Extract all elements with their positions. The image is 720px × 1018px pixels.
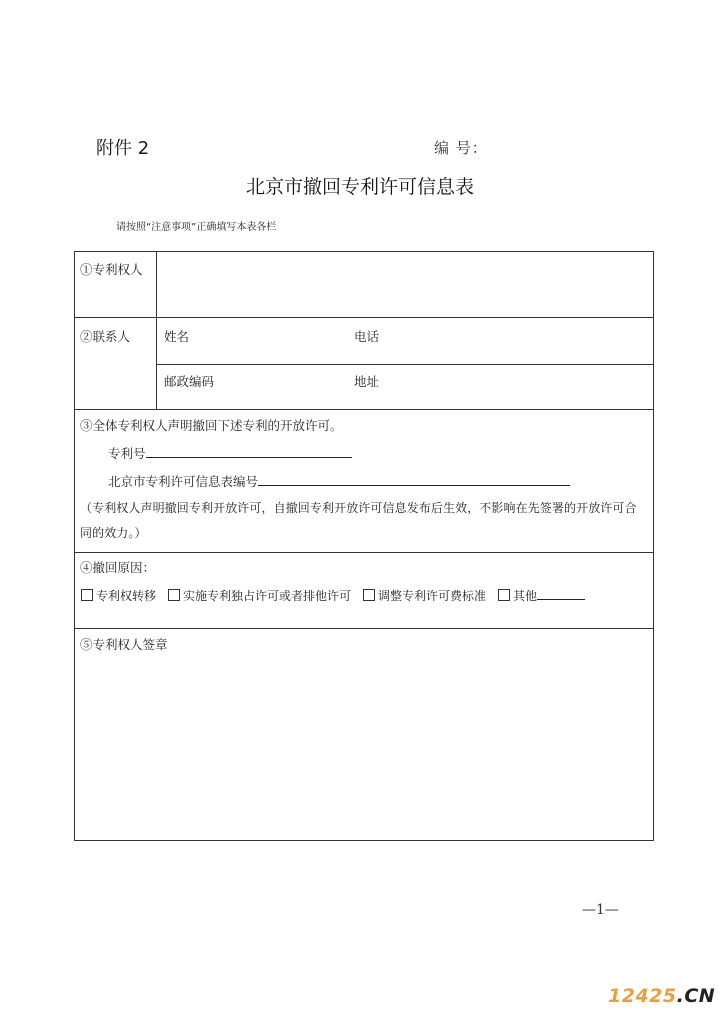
patent-number-field[interactable] <box>146 444 352 458</box>
contact-label: ②联系人 <box>80 329 131 344</box>
option-fee-adjust[interactable]: 调整专利许可费标准 <box>363 587 486 604</box>
patentee-label: ①专利权人 <box>80 262 143 277</box>
row-divider <box>156 364 653 365</box>
row-divider <box>75 628 653 629</box>
row-divider <box>75 317 653 318</box>
option-exclusive-license[interactable]: 实施专利独占许可或者排他许可 <box>168 587 351 604</box>
postcode-label: 邮政编码 <box>164 374 215 389</box>
checkbox-icon[interactable] <box>498 589 510 601</box>
checkbox-icon[interactable] <box>363 589 375 601</box>
attachment-label: 附件 2 <box>96 138 150 159</box>
phone-label: 电话 <box>354 329 380 344</box>
effect-note: （专利权人声明撤回专利开放许可，自撤回专利开放许可信息发布后生效，不影响在先签署的开放许可合同的效力。） <box>80 501 637 540</box>
site-watermark: 12425.CN <box>608 985 716 1007</box>
signature-label: ⑤专利权人签章 <box>80 637 168 652</box>
number-label: 编 号： <box>434 139 488 157</box>
withdrawal-statement: ③全体专利权人声明撤回下述专利的开放许可。 <box>80 418 343 433</box>
address-label: 地址 <box>354 374 380 389</box>
checkbox-icon[interactable] <box>81 589 93 601</box>
column-divider <box>156 252 157 409</box>
fill-instruction: 请按照“注意事项”正确填写本表各栏 <box>116 222 277 233</box>
info-number-field[interactable] <box>258 472 570 486</box>
patent-number-line <box>108 444 352 462</box>
name-label: 姓名 <box>164 329 190 344</box>
withdrawal-form-table <box>74 251 654 841</box>
info-number-line <box>108 472 570 490</box>
other-reason-field[interactable] <box>537 586 585 600</box>
row-divider <box>75 409 653 410</box>
page-number: —1— <box>582 902 619 918</box>
option-transfer[interactable]: 专利权转移 <box>81 587 156 604</box>
reason-label: ④撤回原因： <box>80 560 156 575</box>
reason-options <box>81 586 585 604</box>
checkbox-icon[interactable] <box>168 589 180 601</box>
row-divider <box>75 552 653 553</box>
option-other[interactable]: 其他 <box>498 586 585 604</box>
info-number-label: 北京市专利许可信息表编号 <box>108 474 259 489</box>
patentee-field[interactable] <box>158 254 651 316</box>
signature-area[interactable] <box>77 657 651 837</box>
document-title: 北京市撤回专利许可信息表 <box>245 176 474 198</box>
patent-number-label: 专利号 <box>108 446 146 461</box>
